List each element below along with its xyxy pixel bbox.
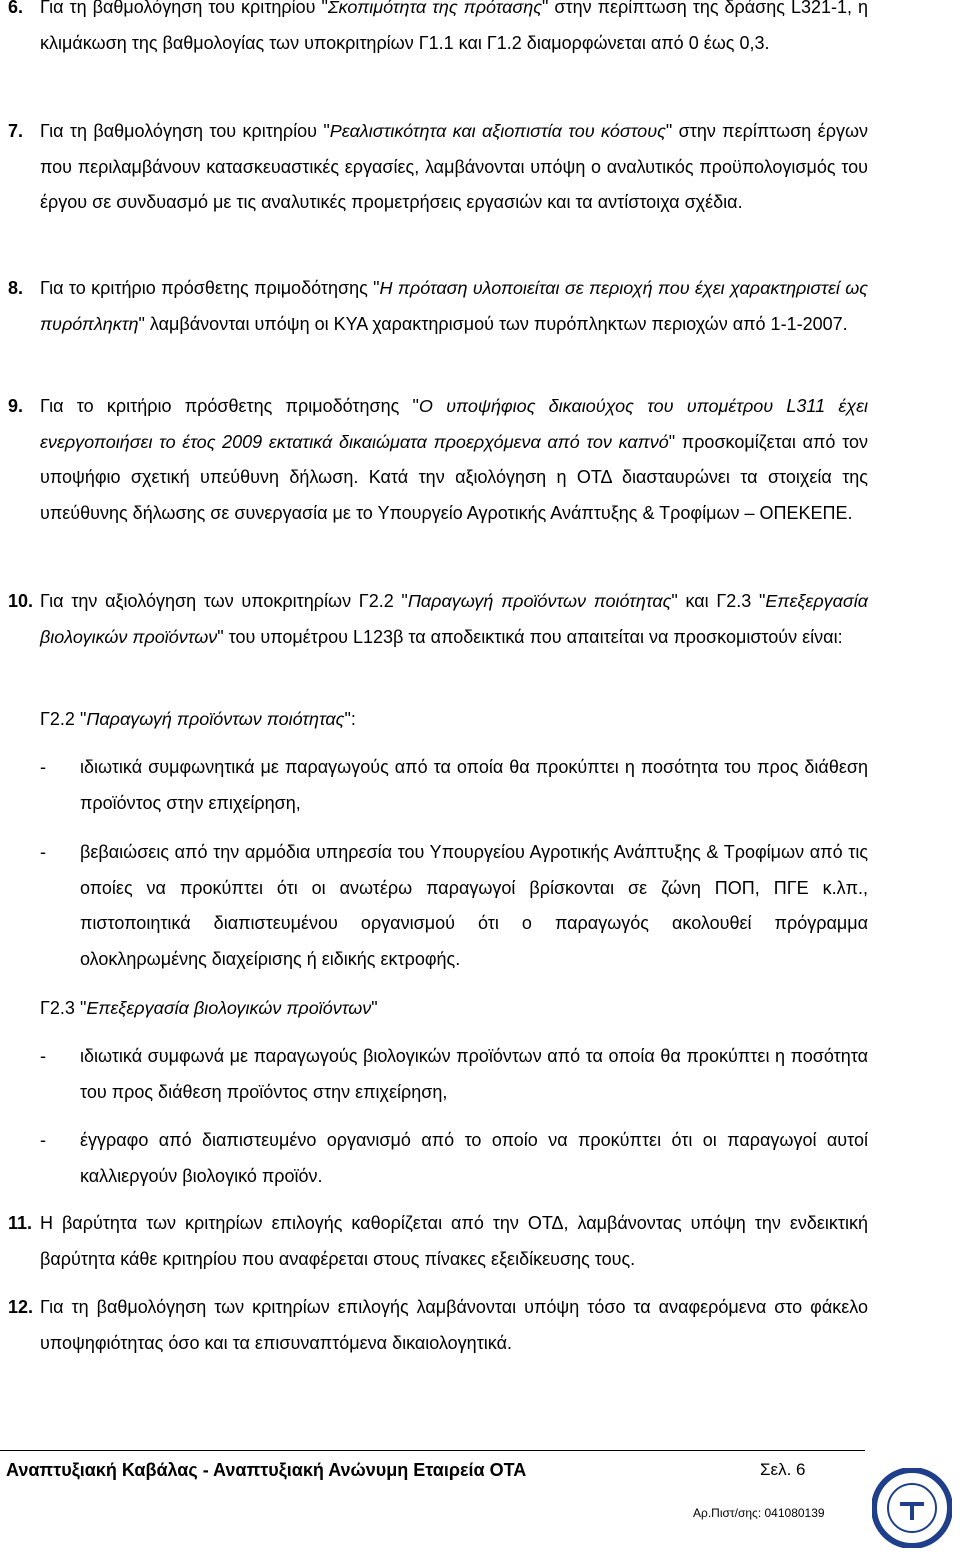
text-run: Η βαρύτητα των κριτηρίων επιλογής καθορίζεται από την ΟΤΔ, λαμβάνοντας υπόψη την ενδεικτική βαρύτητα κάθε κριτηρίου που αναφέρεται στους πίνακες εξειδίκευσης τους. — [40, 1213, 868, 1269]
text-run: " του υπομέτρου L123β τα αποδεικτικά που απαιτείται να προσκομιστούν είναι: — [217, 626, 843, 647]
list-item-12 — [0, 1290, 868, 1361]
text-run: Για το κριτήριο πρόσθετης πριμοδότησης " — [40, 396, 419, 416]
italic-phrase: Η πρόταση υλοποιείται σε περιοχή που έχει χαρακτηριστεί ως πυρόπληκτη — [40, 278, 868, 334]
certification-number: Αρ.Πιστ/σης: 041080139 — [693, 1506, 825, 1520]
bullet-dash: - — [40, 757, 46, 777]
item-number: 10. — [8, 591, 34, 611]
item-number: 6. — [8, 0, 24, 17]
text-run: Γ2.2 " — [40, 709, 87, 729]
text-run: " προσκομίζεται από τον υποψήφιο σχετική υπεύθυνη δήλωση. Κατά την αξιολόγηση η ΟΤΔ διασταυρώνει τα στοιχεία της υπεύθυνης δήλωσης σε συνεργασία με το Υπουργείο Αγροτικής Ανάπτυξης & Τροφίμων – ΟΠΕΚΕΠΕ. — [40, 431, 868, 523]
item-text — [40, 114, 868, 221]
italic-phrase: Παραγωγή προϊόντων ποιότητας — [86, 709, 345, 729]
certification-seal-icon — [872, 1468, 952, 1548]
italic-phrase: Σκοπιμότητα της πρότασης — [327, 0, 542, 17]
italic-phrase: Επεξεργασία βιολογικών προϊόντων — [40, 591, 869, 647]
item-number: 7. — [8, 121, 24, 141]
list-item-9 — [0, 389, 868, 531]
list-item-10 — [0, 584, 868, 655]
text-run: " στην περίπτωση της δράσης L321-1, η κλιμάκωση της βαθμολογίας των υποκριτηρίων Γ1.1 και Γ1.2 διαμορφώνεται από 0 έως 0,3. — [40, 0, 868, 53]
text-run: Για τη βαθμολόγηση των κριτηρίων επιλογής λαμβάνονται υπόψη τόσο τα αναφερόμενα στο φάκελο υποψηφιότητας όσο και τα επισυναπτόμενα δικαιολογητικά. — [40, 1297, 868, 1353]
item-number: 9. — [8, 396, 24, 416]
text-run: ": — [344, 709, 356, 729]
list-item-6 — [0, 0, 868, 61]
page-number: 6 — [796, 1460, 806, 1479]
bullet-dash: - — [40, 1130, 46, 1150]
text-run: " στην περίπτωση έργων που περιλαμβάνουν κατασκευαστικές εργασίες, λαμβάνονται υπόψη ο αναλυτικός προϋπολογισμός του έργου σε συνδυασμό με τις αναλυτικές προμετρήσεις εργασιών και τα αντίστοιχα σχέδια. — [40, 121, 868, 212]
italic-phrase: Επεξεργασία βιολογικών προϊόντων — [86, 998, 372, 1018]
item-number: 12. — [8, 1297, 34, 1317]
bullet-item — [0, 1039, 868, 1110]
text-run: " λαμβάνονται υπόψη οι ΚΥΑ χαρακτηρισμού των πυρόπληκτων περιοχών από 1-1-2007. — [138, 313, 848, 334]
item-text — [40, 584, 868, 655]
subsection-heading — [40, 991, 378, 1027]
item-text — [40, 1290, 868, 1361]
bullet-item — [0, 1123, 868, 1194]
bullet-text: βεβαιώσεις από την αρμόδια υπηρεσία του Υπουργείου Αγροτικής Ανάπτυξης & Τροφίμων από τις οποίες να προκύπτει ότι οι ανωτέρω παραγωγοί βρίσκονται σε ζώνη ΠΟΠ, ΠΓΕ κ.λπ., πιστοποιητικά διαπιστευμένου οργανισμού ότι ο παραγωγός ακολουθεί πρόγραμμα ολοκληρωμένης διαχείρισης ή ειδικής εκτροφής. — [80, 842, 868, 969]
text-run: Γ2.3 " — [40, 998, 87, 1018]
text-run: Για το κριτήριο πρόσθετης πριμοδότησης " — [40, 278, 380, 298]
item-text — [40, 0, 868, 61]
text-run: " και Γ2.3 " — [671, 591, 766, 611]
text-run: " — [371, 998, 378, 1018]
italic-phrase: Ρεαλιστικότητα και αξιοπιστία του κόστους — [329, 121, 666, 141]
bullet-text: ιδιωτικά συμφωνητικά με παραγωγούς από τα οποία θα προκύπτει η ποσότητα του προς διάθεση προϊόντος στην επιχείρηση, — [80, 757, 868, 813]
list-item-7 — [0, 114, 868, 221]
bullet-dash: - — [40, 1046, 46, 1066]
item-text — [40, 271, 868, 342]
bullet-item — [0, 835, 868, 977]
text-run: Για τη βαθμολόγηση του κριτηρίου " — [40, 0, 328, 17]
item-text — [40, 389, 868, 531]
list-item-11 — [0, 1206, 868, 1277]
text-run: Για τη βαθμολόγηση του κριτηρίου " — [40, 121, 330, 141]
bullet-dash: - — [40, 842, 46, 862]
list-item-8 — [0, 271, 868, 342]
bullet-item — [0, 750, 868, 821]
bullet-text: ιδιωτικά συμφωνά με παραγωγούς βιολογικών προϊόντων από τα οποία θα προκύπτει η ποσότητα του προς διάθεση προϊόντος στην επιχείρηση, — [80, 1046, 868, 1102]
footer-divider — [0, 1450, 865, 1451]
item-number: 8. — [8, 278, 24, 298]
item-number: 11. — [8, 1213, 33, 1233]
text-run: Για την αξιολόγηση των υποκριτηρίων Γ2.2 " — [40, 591, 408, 611]
subsection-heading — [40, 702, 356, 738]
italic-phrase: Ο υποψήφιος δικαιούχος του υπομέτρου L311 έχει ενεργοποιήσει το έτος 2009 εκτατικά δικαιώματα προερχόμενα από τον καπνό — [40, 396, 868, 452]
bullet-text: έγγραφο από διαπιστευμένο οργανισμό από το οποίο να προκύπτει ότι οι παραγωγοί αυτοί καλλιεργούν βιολογικό προϊόν. — [80, 1130, 868, 1186]
footer-page-number — [760, 1460, 806, 1480]
footer-organization: Αναπτυξιακή Καβάλας - Αναπτυξιακή Ανώνυμη Εταιρεία ΟΤΑ — [6, 1460, 527, 1480]
italic-phrase: Παραγωγή προϊόντων ποιότητας — [407, 591, 672, 611]
item-text — [40, 1206, 868, 1277]
page-label: Σελ. — [760, 1460, 792, 1479]
